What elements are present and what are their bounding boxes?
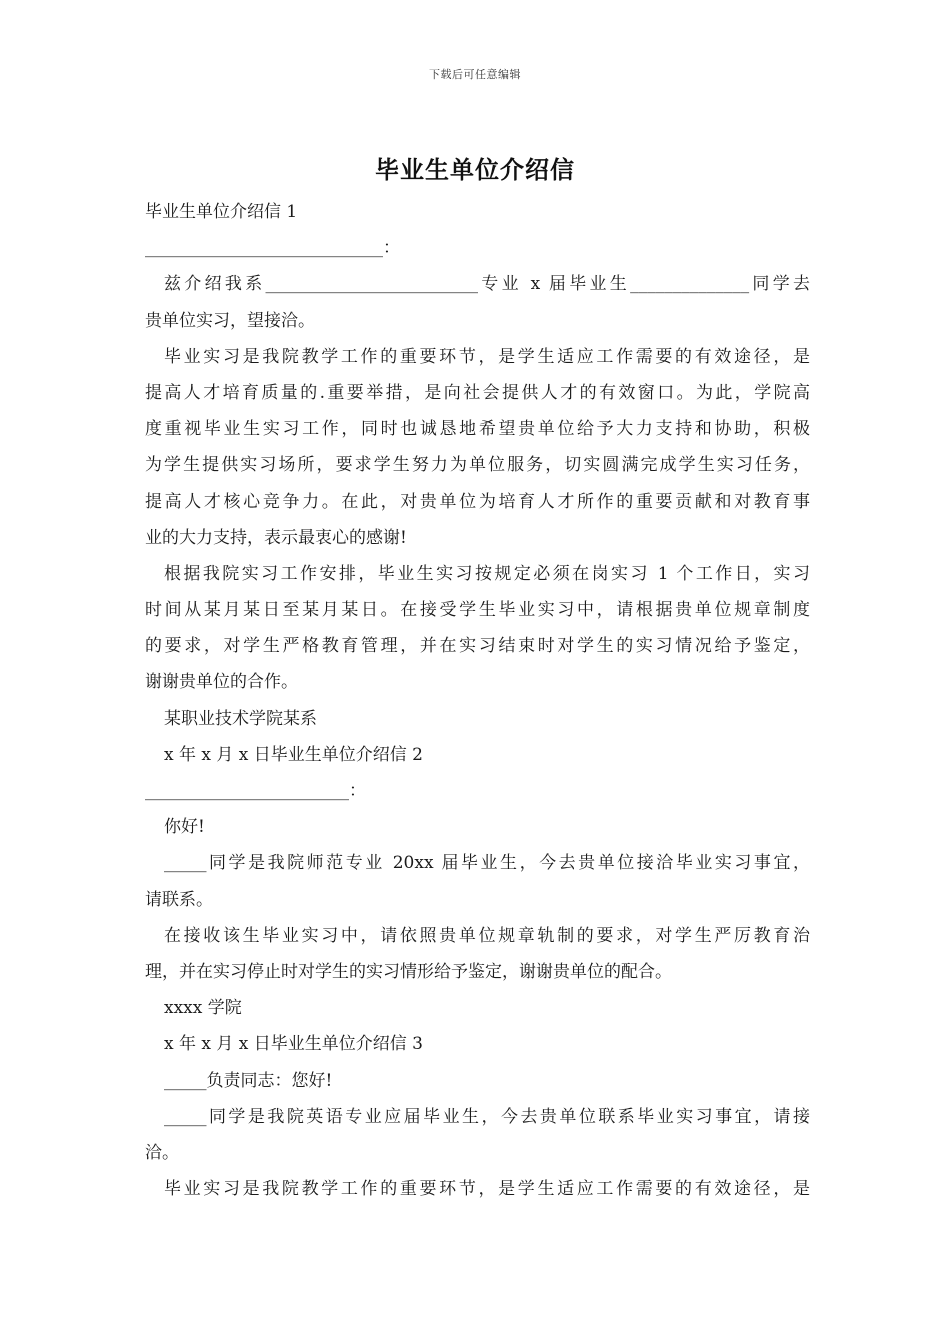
text-line: 贵单位实习，望接洽。 xyxy=(145,310,315,331)
text-line: 度重视毕业生实习工作，同时也诚恳地希望贵单位给予大力支持和协助，积极 xyxy=(145,419,810,440)
page-title: 毕业生单位介绍信 xyxy=(375,156,575,184)
text-line: 你好! xyxy=(164,817,205,838)
text-line: 某职业技术学院某系 xyxy=(164,708,317,729)
text-line: 洽。 xyxy=(145,1142,179,1163)
text-line: ____________________________： xyxy=(145,238,400,259)
text-line: 时间从某月某日至某月某日。在接受学生毕业实习中，请根据贵单位规章制度 xyxy=(145,600,810,621)
text-line: xxxx 学院 xyxy=(164,998,242,1019)
text-line: 提高人才培育质量的.重要举措，是向社会提供人才的有效窗口。为此，学院高 xyxy=(145,382,810,403)
text-line: _____负责同志：您好! xyxy=(164,1070,333,1091)
text-line: 理，并在实习停止时对学生的实习情形给予鉴定，谢谢贵单位的配合。 xyxy=(145,961,672,982)
header-note: 下载后可任意编辑 xyxy=(429,68,521,81)
text-line: _____同学是我院师范专业 20xx 届毕业生，今去贵单位接洽毕业实习事宜， xyxy=(164,853,810,874)
text-line: 请联系。 xyxy=(145,889,213,910)
text-line: 毕业实习是我院教学工作的重要环节，是学生适应工作需要的有效途径，是 xyxy=(164,1179,810,1200)
text-line: 毕业实习是我院教学工作的重要环节，是学生适应工作需要的有效途径，是 xyxy=(164,346,810,367)
text-line: 兹介绍我系_________________________专业 x 届毕业生______________同学去 xyxy=(164,274,810,295)
text-line: 根据我院实习工作安排，毕业生实习按规定必须在岗实习 1 个工作日，实习 xyxy=(164,563,810,584)
text-line: x 年 x 月 x 日毕业生单位介绍信 3 xyxy=(164,1034,424,1055)
text-line: 业的大力支持，表示最衷心的感谢! xyxy=(145,527,407,548)
text-line: 毕业生单位介绍信 1 xyxy=(145,202,298,222)
text-line: 的要求，对学生严格教育管理，并在实习结束时对学生的实习情况给予鉴定， xyxy=(145,636,810,657)
text-line: 在接收该生毕业实习中，请依照贵单位规章轨制的要求，对学生严厉教育治 xyxy=(164,925,810,946)
text-line: _____同学是我院英语专业应届毕业生，今去贵单位联系毕业实习事宜，请接 xyxy=(164,1106,810,1127)
text-line: 为学生提供实习场所，要求学生努力为单位服务，切实圆满完成学生实习任务， xyxy=(145,455,810,476)
text-line: 谢谢贵单位的合作。 xyxy=(145,672,298,693)
text-line: x 年 x 月 x 日毕业生单位介绍信 2 xyxy=(164,744,424,765)
letter-body xyxy=(145,194,810,1207)
text-line: ________________________： xyxy=(145,781,366,801)
text-line: 提高人才核心竞争力。在此，对贵单位为培育人才所作的重要贡献和对教育事 xyxy=(145,491,810,512)
